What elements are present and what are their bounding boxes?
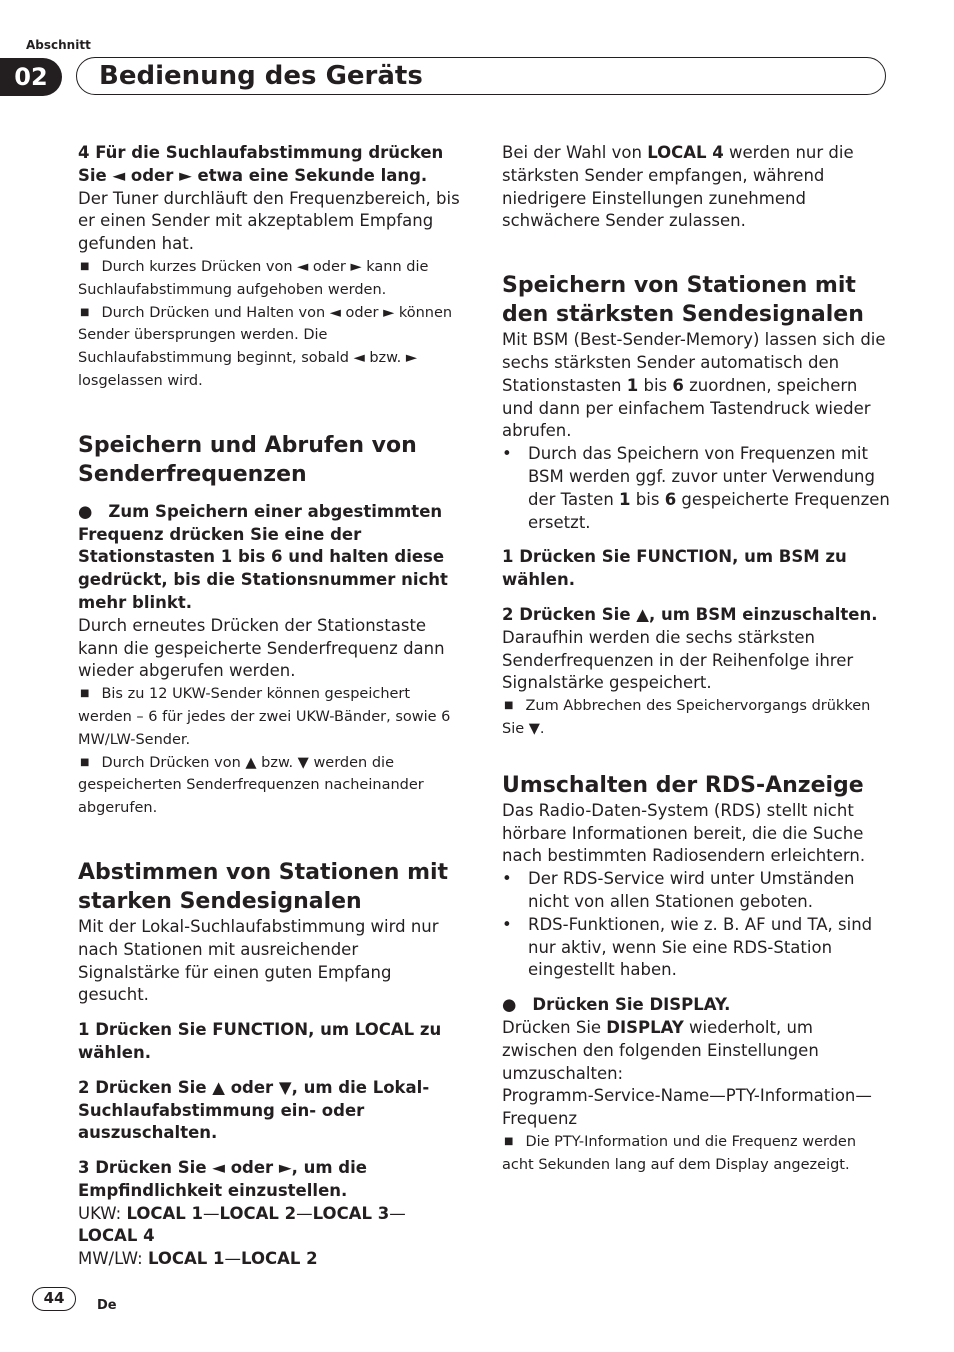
step-4-heading: 4 Für die Suchlaufabstimmung drücken Sie ◄ oder ► etwa eine Sekunde lang. xyxy=(78,143,444,185)
tune-step-1: 1 Drücken Sie FUNCTION, um LOCAL zu wählen. xyxy=(78,1020,442,1062)
display-instruction: ● Drücken Sie DISPLAY. xyxy=(502,995,731,1015)
note-item: ■ Durch Drücken von ▲ bzw. ▼ werden die gespeicherten Senderfrequenzen nacheinander abgerufen. xyxy=(78,754,424,817)
left-column xyxy=(78,142,462,1271)
round-bullet-icon: ● xyxy=(78,501,93,521)
section-label: Abschnitt xyxy=(26,38,91,52)
square-bullet-icon: ■ xyxy=(80,306,90,318)
local4-body: Bei der Wahl von LOCAL 4 werden nur die stärksten Sender empfangen, während niedrigere Einstellungen zunehmend schwächere Sender zulassen. xyxy=(502,143,854,231)
mw-settings: MW/LW: LOCAL 1—LOCAL 2 xyxy=(78,1249,318,1269)
bullet-item: • Durch das Speichern von Frequenzen mit BSM werden ggf. zuvor unter Verwendung der Tasten 1 bis 6 gespeicherte Frequenzen ersetzt. xyxy=(502,443,890,534)
square-bullet-icon: ■ xyxy=(504,1135,514,1147)
tune-step-3: 3 Drücken Sie ◄ oder ►, um die Empfindlichkeit einzustellen. xyxy=(78,1158,367,1200)
right-column xyxy=(502,142,890,1176)
square-bullet-icon: ■ xyxy=(80,756,90,768)
note-item: ■ Durch kurzes Drücken von ◄ oder ► kann die Suchlaufabstimmung aufgehoben werden. xyxy=(78,258,429,298)
note-item: ■ Die PTY-Information und die Frequenz werden acht Sekunden lang auf dem Display angezeigt. xyxy=(502,1133,857,1173)
chapter-title-box xyxy=(76,57,886,95)
tune-body: Mit der Lokal-Suchlaufabstimmung wird nur nach Stationen mit ausreichender Signalstärke für einen guten Empfang gesucht. xyxy=(78,916,439,1005)
bullet-dot-icon: • xyxy=(502,869,512,889)
store-instruction: ● Zum Speichern einer abgestimmten Frequenz drücken Sie eine der Stationstasten 1 bis 6 und halten diese gedrückt, bis die Stationsnummer nicht mehr blinkt. xyxy=(78,501,448,612)
round-bullet-icon: ● xyxy=(502,995,517,1015)
note-item: ■ Bis zu 12 UKW-Sender können gespeichert werden – 6 für jedes der zwei UKW-Bänder, sowie 6 MW/LW-Sender. xyxy=(78,686,451,748)
rds-body: Das Radio-Daten-System (RDS) stellt nicht hörbare Informationen bereit, die die Suche nach bestimmten Radiosendern erleichtern. xyxy=(502,800,866,866)
tune-step-2: 2 Drücken Sie ▲ oder ▼, um die Lokal-Suchlaufabstimmung ein- oder auszuschalten. xyxy=(78,1077,430,1143)
display-body: Drücken Sie DISPLAY wiederholt, um zwischen den folgenden Einstellungen umzuschalten: xyxy=(502,1017,819,1083)
section-number-badge: 02 xyxy=(0,58,62,96)
heading-store-recall: Speichern und Abrufen von Senderfrequenzen xyxy=(78,432,417,487)
bsm-step-2-body: Daraufhin werden die sechs stärksten Senderfrequenzen in der Reihenfolge ihrer Signalstärke gespeichert. xyxy=(502,627,854,693)
ukw-settings: UKW: LOCAL 1—LOCAL 2—LOCAL 3— LOCAL 4 xyxy=(78,1203,406,1246)
square-bullet-icon: ■ xyxy=(80,688,90,700)
bullet-dot-icon: • xyxy=(502,444,512,464)
heading-rds: Umschalten der RDS-Anzeige xyxy=(502,772,864,798)
chapter-title: Bedienung des Geräts xyxy=(99,61,423,91)
note-item: ■ Zum Abbrechen des Speichervorgangs drükken Sie ▼. xyxy=(502,698,871,737)
page-number: 44 xyxy=(32,1287,76,1311)
bsm-body: Mit BSM (Best-Sender-Memory) lassen sich die sechs stärksten Sender automatisch den Stationstasten 1 bis 6 zuordnen, speichern und dann per einfachem Tastendruck wieder abrufen. xyxy=(502,330,886,441)
display-sequence: Programm-Service-Name—PTY-Information—Frequenz xyxy=(502,1086,872,1129)
note-item: ■ Durch Drücken und Halten von ◄ oder ► können Sender übersprungen werden. Die Suchlaufabstimmung beginnt, sobald ◄ bzw. ► losgelassen wird. xyxy=(78,304,453,389)
bullet-item: • RDS-Funktionen, wie z. B. AF und TA, sind nur aktiv, wenn Sie eine RDS-Station eingestellt haben. xyxy=(502,914,890,982)
step-4-body: Der Tuner durchläuft den Frequenzbereich, bis er einen Sender mit akzeptablem Empfang gefunden hat. xyxy=(78,188,460,254)
heading-local-tuning: Abstimmen von Stationen mit starken Sendesignalen xyxy=(78,859,449,914)
bsm-step-1: 1 Drücken Sie FUNCTION, um BSM zu wählen. xyxy=(502,547,847,590)
bsm-step-2: 2 Drücken Sie ▲, um BSM einzuschalten. xyxy=(502,604,878,624)
language-code: De xyxy=(97,1298,117,1313)
square-bullet-icon: ■ xyxy=(80,260,90,272)
bullet-dot-icon: • xyxy=(502,914,512,934)
heading-bsm: Speichern von Stationen mit den stärksten Sendesignalen xyxy=(502,273,864,328)
store-body: Durch erneutes Drücken der Stationstaste kann die gespeicherte Senderfrequenz dann wieder abgerufen werden. xyxy=(78,615,445,681)
bullet-item: • Der RDS-Service wird unter Umständen nicht von allen Stationen geboten. xyxy=(502,868,890,914)
square-bullet-icon: ■ xyxy=(504,700,514,712)
